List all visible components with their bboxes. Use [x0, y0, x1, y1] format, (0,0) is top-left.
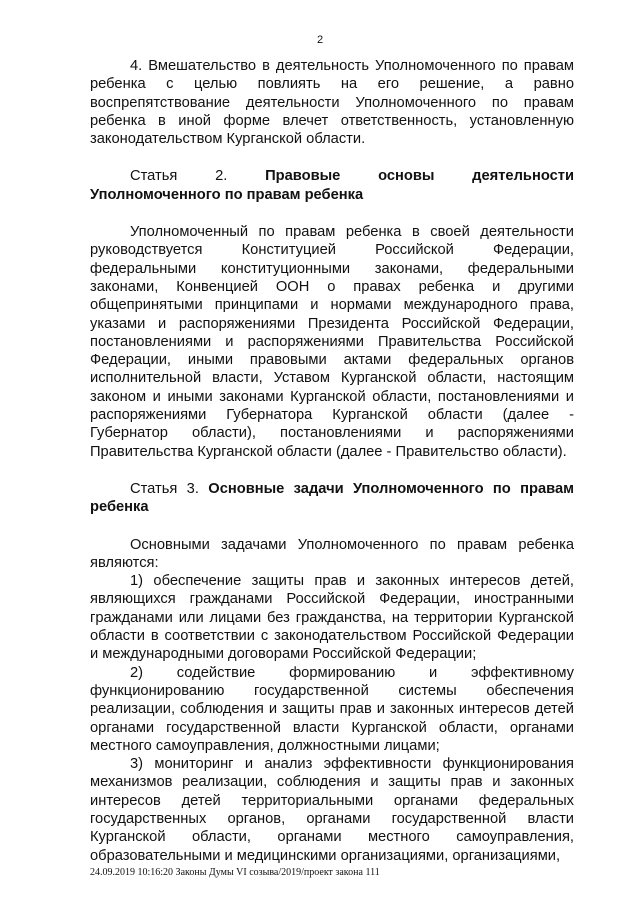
article-3-label: Статья 3. — [130, 480, 199, 497]
article-3-intro: Основными задачами Уполномоченного по правам ребенка являются: — [90, 536, 574, 571]
page-number: 2 — [316, 34, 324, 46]
paragraph-4: 4. Вмешательство в деятельность Уполномоченного по правам ребенка с целью повлиять на его решение, а равно воспрепятствование деятельности Уполномоченного по правам ребенка в иной форме влечет ответственность, установленную законодательством Курганской области. — [90, 58, 574, 148]
footer-file-path: 24.09.2019 10:16:20 Законы Думы VI созыва/2019/проект закона 111 — [90, 867, 380, 878]
article-2-heading — [90, 167, 574, 204]
article-2-text: Уполномоченный по правам ребенка в своей деятельности руководствуется Конституцией Российской Федерации, федеральными конституционными законами, федеральными законами, Конвенцией ООН о правах ребенка и другими общепринятыми принципами и нормами международного права, указами и распоряжениями Президента Российской Федерации, постановлениями и распоряжениями Правительства Российской Федерации, иными правовыми актами федеральных органов исполнительной власти, Уставом Курганской области, настоящим законом и иными законами Курганской области, постановлениями и распоряжениями Губернатора Курганской области (далее - Губернатор области), постановлениями и распоряжениями Правительства Курганской области (далее - Правительство области). — [90, 224, 574, 460]
document-body — [90, 57, 574, 865]
article-2-title: Правовые основы деятельности Уполномоченного по правам ребенка — [90, 168, 574, 203]
article-3-title: Основные задачи Уполномоченного по правам ребенка — [90, 480, 574, 516]
article-2-label: Статья 2. — [130, 168, 228, 185]
article-3-item-3: 3) мониторинг и анализ эффективности функционирования механизмов реализации, соблюдения и защиты прав и законных интересов детей территориальными органами федеральных государственных органов, органами государственной власти Курганской области, органами местного самоуправления, образовательными и медицинскими организациями, организациями, — [90, 756, 574, 864]
article-3-item-2: 2) содействие формированию и эффективному функционированию государственной системы обеспечения реализации, соблюдения и защиты прав и законных интересов детей органами государственной власти Курганской области, органами местного самоуправления, должностными лицами; — [90, 664, 574, 754]
article-3-item-1: 1) обеспечение защиты прав и законных интересов детей, являющихся гражданами Российской Федерации, иностранными гражданами или лицами без гражданства, на территории Курганской области в соответствии с законодательством Российской Федерации и международными договорами Российской Федерации; — [90, 573, 574, 663]
article-3-heading — [90, 480, 574, 517]
